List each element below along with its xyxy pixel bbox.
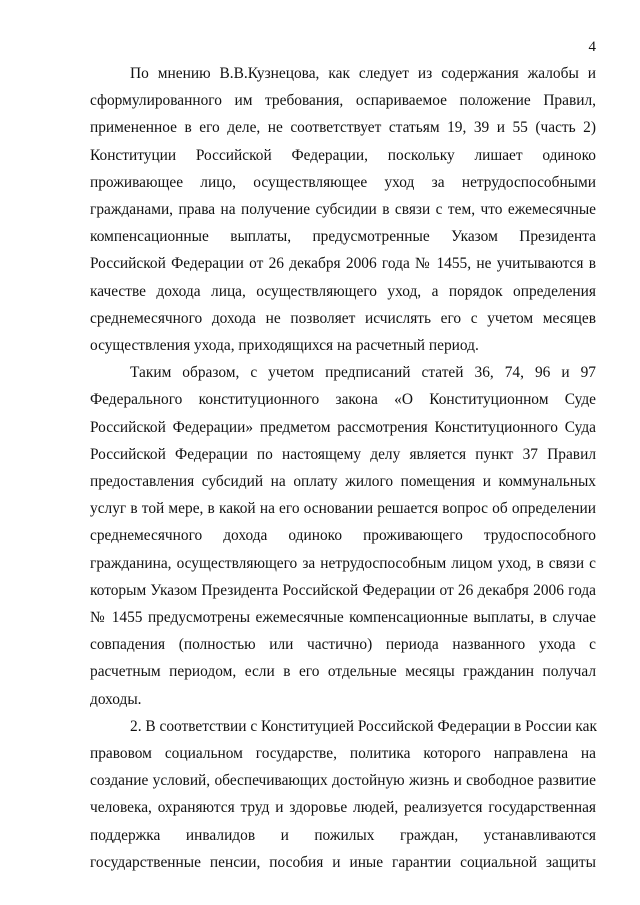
text-line: осуществления ухода, приходящихся на расчетный период. (90, 337, 479, 355)
text-line: среднемесячного дохода не позволяет исчислять его с учетом месяцев (90, 309, 596, 327)
text-line: поддержка инвалидов и пожилых граждан, устанавливаются (90, 826, 596, 844)
text-line: По мнению В.В.Кузнецова, как следует из содержания жалобы и (130, 65, 596, 82)
text-line: предоставления субсидий на оплату жилого помещения и коммунальных (90, 473, 596, 491)
text-line: государственные пенсии, пособия и иные гарантии социальной защиты (90, 853, 596, 871)
text-line: которым Указом Президента Российской Федерации от 26 декабря 2006 года (90, 581, 596, 599)
page-number: 4 (588, 39, 596, 55)
paragraph-3 (90, 713, 596, 876)
text-line: человека, охраняются труд и здоровье людей, реализуется государственная (90, 799, 596, 817)
text-line: Российской Федерации от 26 декабря 2006 года № 1455, не учитываются в (90, 255, 596, 273)
text-line: Конституции Российской Федерации, поскольку лишает одиноко (90, 146, 596, 164)
text-line: Российской Федерации по настоящему делу является пункт 37 Правил (90, 445, 596, 463)
text-line: расчетным периодом, если в его отдельные месяцы гражданин получал (90, 663, 596, 681)
text-line: примененное в его деле, не соответствует статьям 19, 39 и 55 (часть 2) (90, 119, 596, 137)
text-line: среднемесячного дохода одиноко проживающего трудоспособного (90, 527, 596, 545)
text-line: компенсационные выплаты, предусмотренные Указом Президента (90, 228, 596, 246)
text-line: проживающее лицо, осуществляющее уход за нетрудоспособными (90, 173, 596, 191)
text-line: Федерального конституционного закона «О Конституционном Суде (90, 391, 596, 409)
text-line: № 1455 предусмотрены ежемесячные компенсационные выплаты, в случае (90, 609, 596, 627)
text-line: правовом социальном государстве, политика которого направлена на (90, 745, 596, 763)
text-line: качестве дохода лица, осуществляющего уход, а порядок определения (90, 282, 596, 300)
text-line: сформулированного им требования, оспариваемое положение Правил, (90, 92, 596, 110)
text-line: гражданами, права на получение субсидии в связи с тем, что ежемесячные (90, 201, 596, 219)
paragraph-1 (90, 60, 596, 359)
text-line: создание условий, обеспечивающих достойную жизнь и свободное развитие (90, 772, 596, 790)
text-line: 2. В соответствии с Конституцией Российской Федерации в России как (130, 717, 597, 735)
text-line: Российской Федерации» предметом рассмотрения Конституционного Суда (90, 418, 596, 436)
text-line: доходы. (90, 690, 142, 708)
text-line: совпадения (полностью или частично) периода названного ухода с (90, 636, 596, 654)
text-line: гражданина, осуществляющего за нетрудоспособным лицом уход, в связи с (90, 554, 596, 572)
document-body (90, 60, 596, 876)
paragraph-2 (90, 359, 596, 713)
text-line: Таким образом, с учетом предписаний статей 36, 74, 96 и 97 (130, 364, 596, 382)
text-line: услуг в той мере, в какой на его основании решается вопрос об определении (90, 500, 596, 518)
